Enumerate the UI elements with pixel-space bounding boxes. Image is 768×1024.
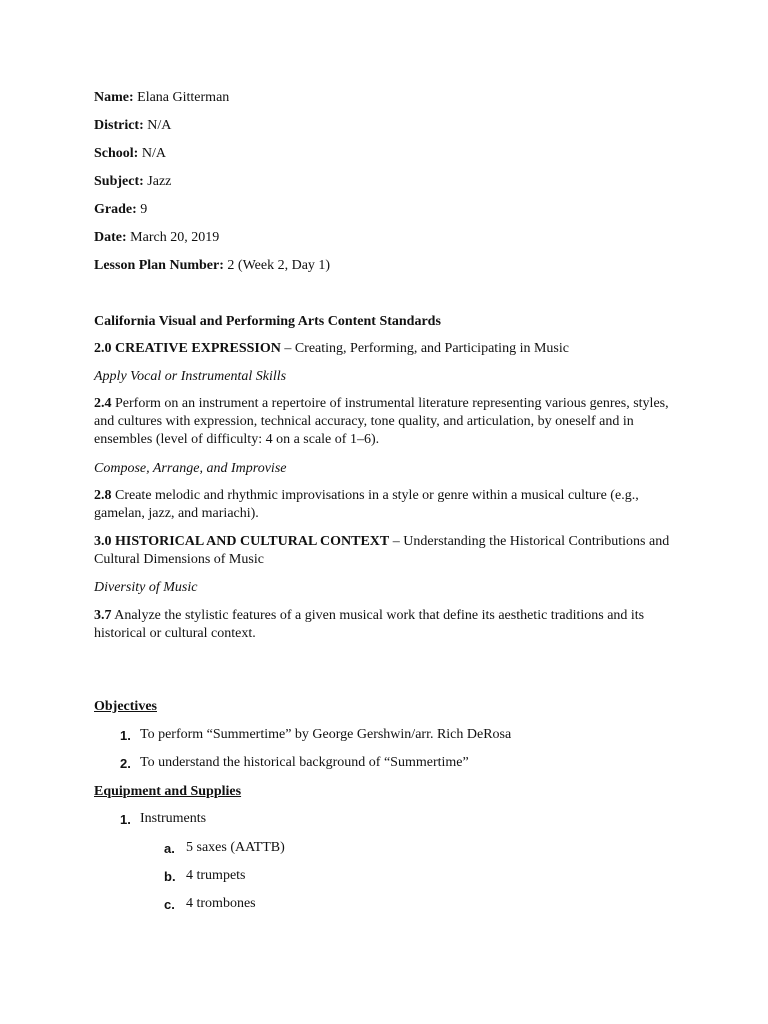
- standard-2-0-text: – Creating, Performing, and Participating in Music: [280, 341, 569, 356]
- standard-2-8: [94, 487, 684, 523]
- standard-2-4: [94, 395, 684, 449]
- name-value: Elana Gitterman: [133, 90, 230, 105]
- standard-3-0-label: 3.0 HISTORICAL AND CULTURAL CONTEXT: [94, 534, 390, 549]
- standard-2-8-label: 2.8: [94, 488, 112, 503]
- standard-2-8-text: Create melodic and rhythmic improvisations in a style or genre within a musical culture (e.g., gamelan, jazz, and mariachi).: [94, 488, 639, 521]
- grade-value: 9: [136, 202, 148, 217]
- date-line: [94, 229, 219, 247]
- standard-3-7-text: Analyze the stylistic features of a given musical work that define its aesthetic traditions and its historical or cultural context.: [94, 608, 645, 641]
- equipment-sub-b-number: b.: [164, 869, 176, 884]
- equipment-1-text: Instruments: [140, 811, 207, 826]
- objectives-heading: Objectives: [94, 699, 157, 714]
- grade-line: [94, 201, 147, 219]
- name-label: Name:: [94, 90, 134, 105]
- compose-subheading: Compose, Arrange, and Improvise: [94, 461, 287, 476]
- equipment-sub-c-text: 4 trombones: [186, 896, 256, 911]
- standard-2-4-text: Perform on an instrument a repertoire of instrumental literature representing various genres, styles, and cultures with expression, technical accuracy, tone quality, and articulation, by oneself and in ensembles (level of difficulty: 4 on a scale of 1–6).: [94, 396, 669, 447]
- school-line: [94, 145, 166, 163]
- equipment-sub-c-number: c.: [164, 897, 175, 912]
- lesson-plan-line: [94, 257, 330, 275]
- standard-3-0-text: – Understanding the Historical Contributions and Cultural Dimensions of Music: [94, 534, 670, 567]
- lesson-plan-value: 2 (Week 2, Day 1): [223, 258, 331, 273]
- equipment-sub-b-text: 4 trumpets: [186, 868, 246, 883]
- standard-2-0: [94, 340, 569, 358]
- standards-title: California Visual and Performing Arts Content Standards: [94, 314, 441, 329]
- subject-label: Subject:: [94, 174, 144, 189]
- district-label: District:: [94, 118, 144, 133]
- equipment-sub-a-number: a.: [164, 841, 175, 856]
- standard-3-7-label: 3.7: [94, 608, 112, 623]
- objective-2-text: To understand the historical background of “Summertime”: [140, 755, 469, 770]
- equipment-sub-a-text: 5 saxes (AATTB): [186, 840, 285, 855]
- standard-3-7: [94, 607, 684, 643]
- district-value: N/A: [143, 118, 172, 133]
- date-value: March 20, 2019: [126, 230, 220, 245]
- lesson-plan-label: Lesson Plan Number:: [94, 258, 224, 273]
- school-value: N/A: [138, 146, 166, 161]
- equipment-heading: Equipment and Supplies: [94, 784, 242, 799]
- equipment-1-number: 1.: [120, 812, 131, 827]
- objective-1-number: 1.: [120, 728, 131, 743]
- standard-2-4-label: 2.4: [94, 396, 112, 411]
- objective-2-number: 2.: [120, 756, 131, 771]
- date-label: Date:: [94, 230, 127, 245]
- diversity-subheading: Diversity of Music: [94, 580, 198, 595]
- standard-2-0-label: 2.0 CREATIVE EXPRESSION: [94, 341, 281, 356]
- school-label: School:: [94, 146, 139, 161]
- standard-3-0: [94, 533, 684, 569]
- subject-value: Jazz: [143, 174, 172, 189]
- grade-label: Grade:: [94, 202, 137, 217]
- vocal-subheading: Apply Vocal or Instrumental Skills: [94, 369, 287, 384]
- objective-1-text: To perform “Summertime” by George Gershwin/arr. Rich DeRosa: [140, 727, 512, 742]
- name-line: [94, 89, 229, 107]
- district-line: [94, 117, 171, 135]
- subject-line: [94, 173, 171, 191]
